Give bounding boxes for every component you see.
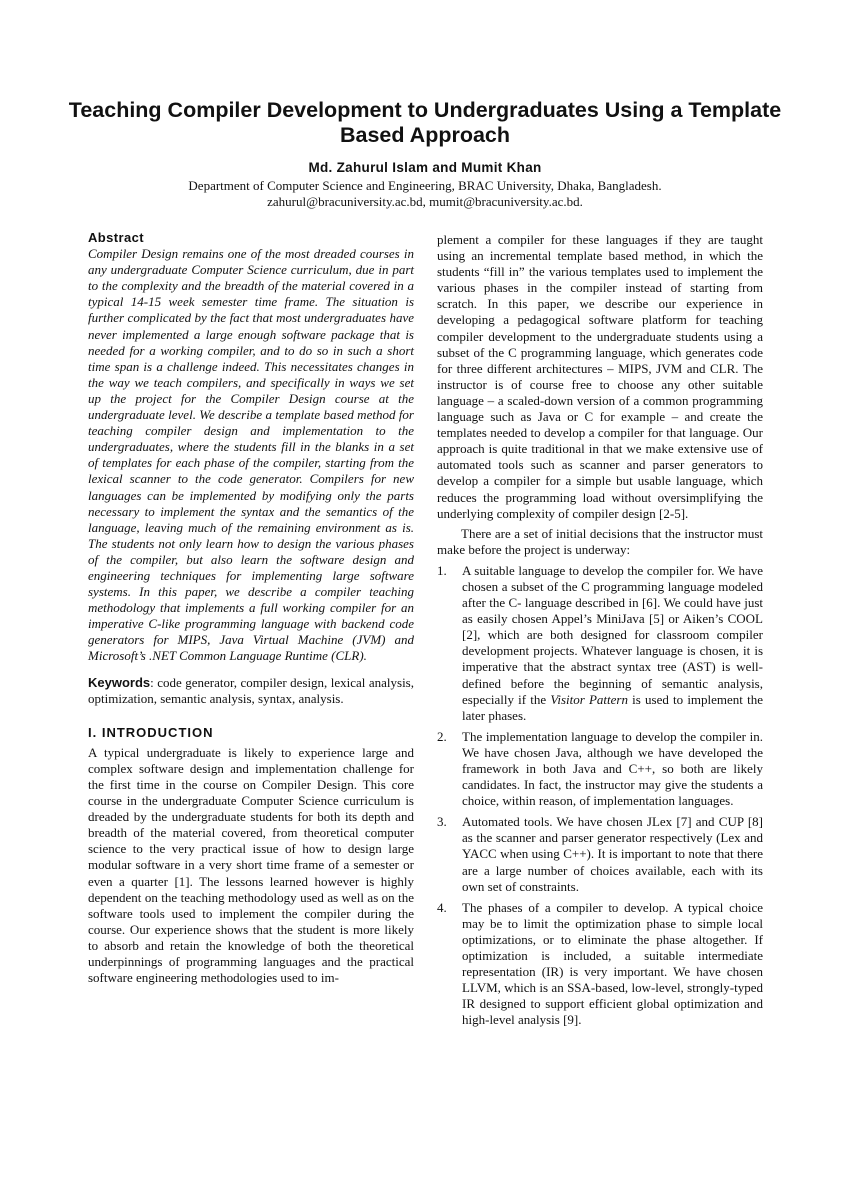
keywords-text: : code generator, compiler design, lexical analysis, optimization, semantic analysis, syntax, analysis. bbox=[88, 674, 414, 706]
list-item-text: Automated tools. We have chosen JLex [7] and CUP [8] as the scanner and parser generator respectively (Lex and YACC when using C++). It is important to note that there are a large number of choices available, each with its own set of constraints. bbox=[462, 814, 763, 894]
list-item-text: A suitable language to develop the compiler for. We have chosen a subset of the C programming language modeled after the C- language described in [6]. We could have just as easily chosen Appel’s MiniJava [5] or Aiken’s COOL [2], which are both designed for classroom compiler development projects. Whatever language is chosen, it is imperative that the abstract syntax tree (AST) is well-defined before the beginning of semantic analysis, especially if the bbox=[462, 562, 763, 707]
keywords-label: Keywords bbox=[88, 674, 151, 690]
intro-paragraph-1: A typical undergraduate is likely to experience large and complex software design and implementation challenge for the first time in the course on Compiler Design. This core course in the undergraduate Computer Science curriculum is dreaded by the undergraduate students for both its depth and breadth of the material covered, from theoretical computer science to the very practical issue of how to design large modular software in a very short time frame of a semester or even a quarter [1]. The lessons learned however is highly dependent on the teaching methodology used as well as on the software tools used to implement the compiler during the course. Our experience shows that the student is more likely to absorb and retain the knowledge of both the theoretical underpinnings of programming languages and the practical software engineering methodologies used to im- bbox=[88, 744, 414, 986]
keywords bbox=[88, 675, 414, 707]
list-item bbox=[437, 900, 763, 1029]
paper-authors: Md. Zahurul Islam and Mumit Khan bbox=[308, 160, 542, 175]
list-item-emphasis: Visitor Pattern bbox=[550, 691, 628, 707]
section-heading-introduction: I. INTRODUCTION bbox=[88, 724, 214, 740]
right-column bbox=[437, 232, 763, 1029]
intro-paragraph-1-continued: plement a compiler for these languages if they are taught using an incremental template based method, in which the students “fill in” the various templates used to implement the various phases in the compiler instead of starting from scratch. In this paper, we describe our experience in developing a pedagogical software platform for teaching compiler development to the undergraduate students using a subset of the C programming language, which generates code for three different architectures – MIPS, JVM and CLR. The instructor is of course free to choose any other suitable language – a scaled-down version of a common programming language such as Java or C for example – and create the templates needed to develop a compiler for that language. Our approach is quite traditional in that we make extensive use of automated tools such as scanner and parser generators to develop a compiler for a simple but usable language, which reduces the programming load without oversimplifying the underlying complexity of compiler design [2-5]. bbox=[437, 232, 763, 521]
list-item bbox=[437, 814, 763, 894]
list-item-text: The implementation language to develop the compiler in. We have chosen Java, although we have developed the framework in both Java and C++, so both are likely candidates. In fact, the instructor may give the students a choice, within reason, of implementation languages. bbox=[462, 728, 763, 809]
list-item bbox=[437, 729, 763, 809]
initial-decisions-list bbox=[437, 563, 763, 1029]
list-item-number: 4. bbox=[437, 899, 447, 915]
paper-title: Teaching Compiler Development to Undergraduates Using a Template Based Approach bbox=[68, 98, 782, 147]
affiliation: Department of Computer Science and Engineering, BRAC University, Dhaka, Bangladesh. bbox=[188, 178, 662, 193]
author-emails: zahurul@bracuniversity.ac.bd, mumit@bracuniversity.ac.bd. bbox=[267, 194, 583, 209]
intro-paragraph-2: There are a set of initial decisions that the instructor must make before the project is underway: bbox=[437, 525, 763, 557]
list-item bbox=[437, 563, 763, 724]
affiliation-block bbox=[60, 178, 790, 210]
list-item-text: The phases of a compiler to develop. A typical choice may be to limit the optimization phase to simple local optimizations, or to eliminate the phase altogether. If optimization is included, a suitable intermediate representation (IR) is very important. We have chosen LLVM, which is an SSA-based, low-level, strongly-typed IR designed to support efficient global optimization and high-level analysis [9]. bbox=[462, 899, 763, 1028]
list-item-number: 3. bbox=[437, 814, 447, 830]
abstract-body: Compiler Design remains one of the most dreaded courses in any undergraduate Computer Science curriculum, due in part to the complexity and the breadth of the material covered in a typical 14-15 week semester time frame. The situation is further complicated by the fact that most undergraduates have never implemented a large enough software package that is needed for a working compiler, and to do so in such a short time span is a challenge indeed. This necessitates changes in the way we teach compilers, and specifically in ways we set up the project for the Compiler Design course at the undergraduate level. We describe a template based method for teaching compiler design and implementation to the undergraduates, where the students fill in the blanks in a set of templates for each phase of the compiler, starting from the lexical scanner to the code generator. Compilers for new languages can be implemented by modifying only the parts necessary to implement the syntax and the semantics of the language, leaving much of the remaining environment as is. The students not only learn how to design the various phases of the compiler, but also learn the software design and engineering techniques for implementing large software systems. In this paper, we describe a compiler teaching methodology that implements a full working compiler for an imperative C-like programming language with backend code generators for MIPS, Java Virtual Machine (JVM) and Microsoft’s .NET Common Language Runtime (CLR). bbox=[88, 246, 414, 664]
list-item-text-continued: is used to implement the later phases. bbox=[462, 691, 763, 723]
list-item-number: 1. bbox=[437, 562, 447, 578]
list-item-number: 2. bbox=[437, 728, 447, 744]
abstract-heading: Abstract bbox=[88, 230, 144, 245]
left-column bbox=[88, 230, 414, 986]
